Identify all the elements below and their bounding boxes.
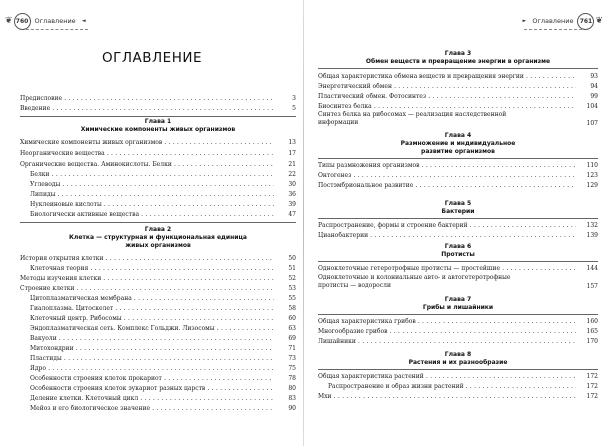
toc-entry[interactable]: Общая характеристика растений . . . 172 (318, 372, 598, 381)
header-rule (524, 29, 582, 30)
toc-entry[interactable]: Цианобактерии . . . 139 (318, 231, 598, 240)
chapter-title: Химические компоненты живых организмов (80, 126, 236, 133)
toc-entry[interactable]: Деление клетки. Клеточный цикл . . . 83 (20, 394, 296, 403)
toc-entry[interactable]: Предисловие . . . 3 (20, 94, 296, 103)
toc-entry[interactable]: Белки . . . 22 (20, 170, 296, 179)
running-head-left (4, 14, 88, 28)
toc-entry[interactable]: Клеточный центр. Рибосомы . . . 60 (20, 314, 296, 323)
page-title: ОГЛАВЛЕНИЕ (102, 50, 202, 66)
toc-entry[interactable]: Особенности строения клеток эукариот разных царств . . . 80 (20, 384, 296, 393)
toc-entry[interactable]: История открытия клетки . . . 50 (20, 254, 296, 263)
triangle-right-icon: ► (522, 18, 527, 24)
toc-entry[interactable]: Особенности строения клеток прокариот . . . 78 (20, 374, 296, 383)
divider (318, 158, 598, 159)
ornament-icon: ❦ (595, 16, 603, 26)
toc-entry[interactable]: Нуклеиновые кислоты . . . 39 (20, 200, 296, 209)
ornament-icon: ❦ (5, 16, 13, 26)
chapter-number: Глава 4 (444, 132, 472, 139)
chapter-number: Глава 3 (444, 50, 472, 57)
toc-entry[interactable]: Распространение и образ жизни растений . . . 172 (318, 382, 598, 391)
chapter-title: Растения и их разнообразие (408, 359, 508, 366)
chapter-number: Глава 8 (444, 351, 472, 358)
chapter-title: Обмен веществ и превращение энергии в организме (365, 58, 551, 65)
toc-entry[interactable]: Одноклеточные гетеротрофные протисты — простейшие . . . 144 (318, 264, 598, 273)
toc-entry[interactable]: Вакуоли . . . 69 (20, 334, 296, 343)
toc-entry[interactable]: Ядро . . . 75 (20, 364, 296, 373)
toc-entry[interactable]: Химические компоненты живых организмов . . . 13 (20, 138, 296, 147)
divider (20, 116, 296, 117)
chapter-title: Протисты (441, 251, 475, 258)
divider (318, 261, 598, 262)
toc-entry[interactable]: Постэмбриональное развитие . . . 129 (318, 181, 598, 190)
running-head-title: Оглавление (34, 17, 76, 25)
triangle-left-icon: ◄ (81, 18, 86, 24)
toc-entry[interactable]: Онтогенез . . . 123 (318, 171, 598, 180)
right-page (304, 0, 608, 446)
toc-entry[interactable]: Гиалоплазма. Цитоскелет . . . 58 (20, 304, 296, 313)
toc-entry[interactable]: Энергетический обмен . . . 94 (318, 82, 598, 91)
toc-entry[interactable]: Неорганические вещества . . . 17 (20, 149, 296, 158)
toc-entry[interactable]: Мхи . . . 172 (318, 392, 598, 401)
toc-entry[interactable]: Углеводы . . . 30 (20, 180, 296, 189)
toc-entry[interactable]: Биологически активные вещества . . . 47 (20, 210, 296, 219)
chapter-number: Глава 5 (444, 200, 472, 207)
running-head-right (520, 14, 604, 28)
toc-entry[interactable]: Мейоз и его биологическое значение . . . 90 (20, 404, 296, 413)
divider (318, 218, 598, 219)
divider (318, 314, 598, 315)
toc-entry[interactable]: Многообразие грибов . . . 165 (318, 327, 598, 336)
toc-entry[interactable]: Биосинтез белка . . . 104 (318, 102, 598, 111)
chapter-title: Грибы и лишайники (422, 304, 494, 311)
toc-entry[interactable]: Органические вещества. Аминокислоты. Белки . . . 21 (20, 160, 296, 169)
toc-entry[interactable]: Строение клетки . . . 53 (20, 284, 296, 293)
toc-entry[interactable]: Эндоплазматическая сеть. Комплекс Гольджи. Лизосомы . . . 63 (20, 324, 296, 333)
toc-entry[interactable]: Распространение, формы и строение бактерий . . . 132 (318, 221, 598, 230)
chapter-number: Глава 7 (444, 296, 472, 303)
toc-entry[interactable]: Введение . . . 5 (20, 104, 296, 113)
running-head-title: Оглавление (532, 17, 574, 25)
chapter-number: Глава 6 (444, 243, 472, 250)
toc-entry[interactable]: Пластиды . . . 73 (20, 354, 296, 363)
chapter-title: живых организмов (125, 242, 191, 249)
toc-entry[interactable]: Методы изучения клетки . . . 52 (20, 274, 296, 283)
chapter-title: Клетка — структурная и функциональная единица (69, 234, 247, 241)
toc-entry[interactable]: Пластический обмен. Фотосинтез . . . 99 (318, 92, 598, 101)
header-rule (26, 29, 88, 30)
divider (20, 222, 296, 223)
chapter-title: Бактерии (441, 208, 475, 215)
toc-entry[interactable]: Клеточная теория . . . 51 (20, 264, 296, 273)
toc-entry[interactable]: Общая характеристика грибов . . . 160 (318, 317, 598, 326)
page-number: 760 (14, 13, 31, 30)
toc-entry[interactable]: Митохондрии . . . 71 (20, 344, 296, 353)
toc-entry[interactable]: Синтез белка на рибосомах — реализация наследственной информации 107 (318, 111, 598, 127)
divider (318, 369, 598, 370)
toc-entry[interactable]: Лишайники . . . 170 (318, 337, 598, 346)
toc-entry[interactable]: Общая характеристика обмена веществ и превращения энергии . . . 93 (318, 72, 598, 81)
toc-entry[interactable]: Типы размножения организмов . . . 110 (318, 161, 598, 170)
chapter-title: развитие организмов (421, 148, 495, 155)
toc-entry[interactable]: Цитоплазматическая мембрана . . . 55 (20, 294, 296, 303)
toc-entry[interactable]: Одноклеточные и колониальные авто- и автогетеротрофные протисты — водоросли 157 (318, 274, 598, 290)
chapter-number: Глава 1 (144, 118, 172, 125)
toc-entry[interactable]: Липиды . . . 36 (20, 190, 296, 199)
divider (318, 68, 598, 69)
chapter-title: Размножение и индивидуальное (400, 140, 516, 147)
chapter-number: Глава 2 (144, 226, 172, 233)
page-number: 761 (577, 13, 594, 30)
